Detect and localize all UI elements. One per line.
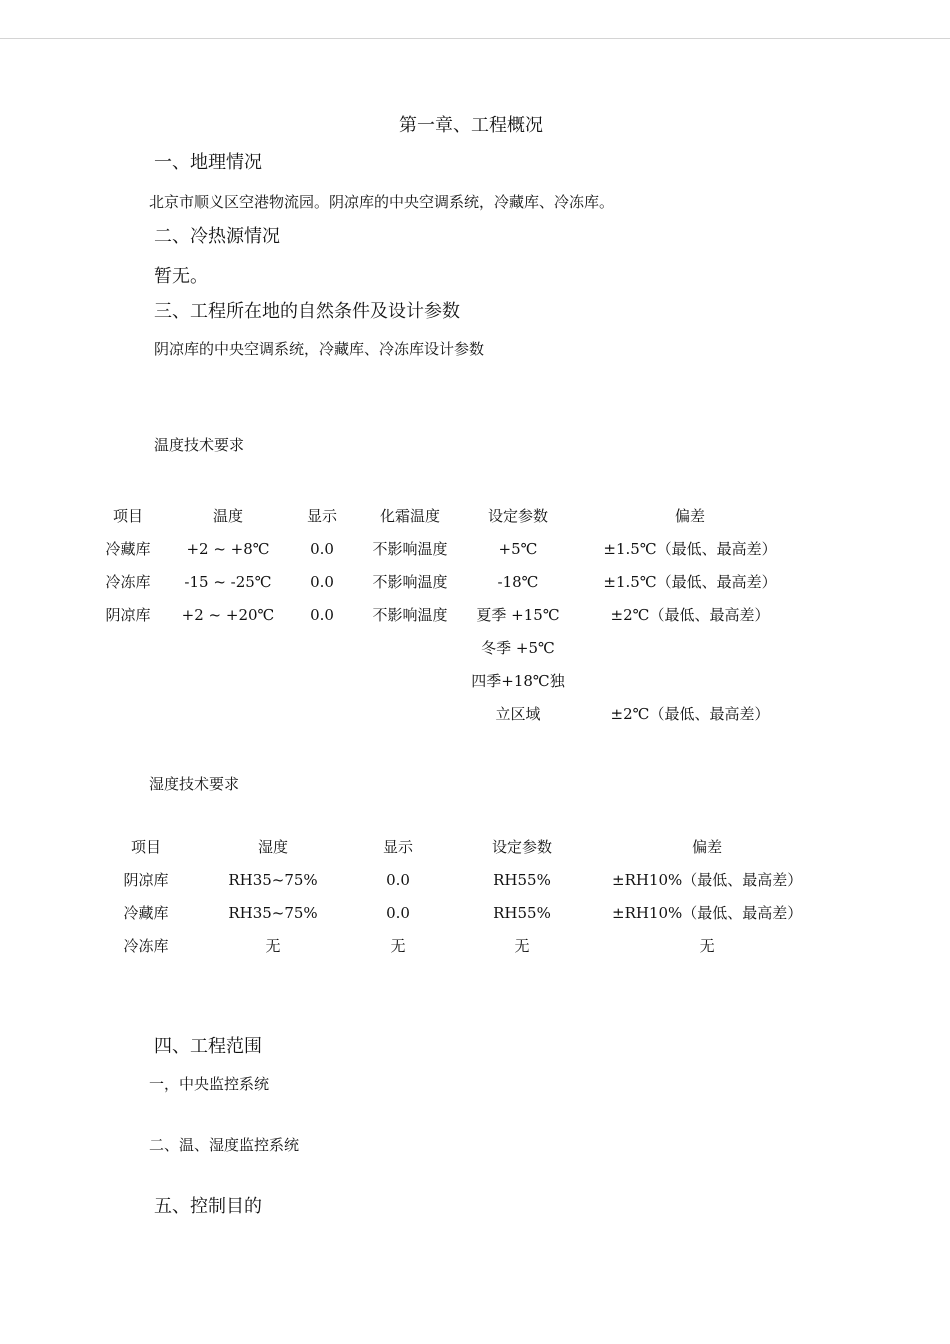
table-cell: 0.0 bbox=[310, 573, 334, 591]
table-cell: 夏季 +15℃ bbox=[476, 606, 560, 624]
scope-item-temp-humidity-monitoring: 二、温、湿度监控系统 bbox=[149, 1136, 300, 1154]
table-cell: 无 bbox=[514, 937, 530, 955]
table-cell bbox=[352, 698, 468, 731]
section-conditions-heading: 三、工程所在地的自然条件及设计参数 bbox=[154, 301, 460, 322]
header-cell: 温度 bbox=[212, 507, 243, 525]
temperature-table bbox=[92, 500, 812, 731]
table-row bbox=[92, 665, 812, 698]
table-cell bbox=[292, 665, 352, 698]
table-cell: 不影响温度 bbox=[372, 606, 448, 624]
table-cell: 不影响温度 bbox=[372, 540, 448, 558]
table-cell bbox=[92, 632, 164, 665]
header-cell: 设定参数 bbox=[487, 507, 548, 525]
table-cell: RH55% bbox=[493, 871, 551, 889]
table-cell: 无 bbox=[265, 937, 281, 955]
header-cell: 湿度 bbox=[257, 838, 288, 856]
table-row bbox=[92, 566, 812, 599]
table-cell bbox=[92, 665, 164, 698]
table-cell bbox=[92, 698, 164, 731]
table-cell: 0.0 bbox=[386, 904, 410, 922]
table-cell: RH55% bbox=[493, 904, 551, 922]
header-cell: 显示 bbox=[306, 507, 337, 525]
table-row bbox=[92, 599, 812, 632]
table-cell: ±1.5℃（最低、最高差） bbox=[603, 540, 777, 558]
table-cell bbox=[568, 665, 812, 698]
table-cell bbox=[164, 632, 292, 665]
table-cell: RH35~75% bbox=[228, 871, 318, 889]
table-cell: 立区域 bbox=[495, 705, 541, 723]
table-cell: 冷冻库 bbox=[105, 573, 151, 591]
table-cell: 0.0 bbox=[310, 606, 334, 624]
table-cell: +5℃ bbox=[498, 540, 538, 558]
table-cell: 0.0 bbox=[310, 540, 334, 558]
table-cell: 四季+18℃独 bbox=[471, 672, 565, 690]
section-geography-heading: 一、地理情况 bbox=[154, 152, 262, 173]
table-cell: -15 ~ -25℃ bbox=[184, 573, 272, 591]
header-cell: 偏差 bbox=[692, 838, 723, 856]
chapter-title: 第一章、工程概况 bbox=[399, 115, 543, 136]
table-cell bbox=[352, 665, 468, 698]
table-cell: ±2℃（最低、最高差） bbox=[610, 705, 770, 723]
table-cell: RH35~75% bbox=[228, 904, 318, 922]
table-cell: +2 ~ +20℃ bbox=[181, 606, 275, 624]
table-cell bbox=[292, 632, 352, 665]
table-cell bbox=[292, 698, 352, 731]
table-cell bbox=[352, 632, 468, 665]
section-heat-source-heading: 二、冷热源情况 bbox=[154, 226, 280, 247]
table-row bbox=[110, 897, 802, 930]
table-cell bbox=[568, 632, 812, 665]
table-cell: +2 ~ +8℃ bbox=[186, 540, 270, 558]
table-cell: 不影响温度 bbox=[372, 573, 448, 591]
table-cell: 冷冻库 bbox=[123, 937, 169, 955]
section-control-purpose-heading: 五、控制目的 bbox=[154, 1196, 262, 1217]
table-row bbox=[92, 533, 812, 566]
table-cell: 冷藏库 bbox=[123, 904, 169, 922]
table-cell: 无 bbox=[699, 937, 715, 955]
table-cell bbox=[164, 665, 292, 698]
table-row bbox=[110, 930, 802, 963]
table-cell: -18℃ bbox=[497, 573, 539, 591]
table-cell: ±RH10%（最低、最高差） bbox=[612, 904, 803, 922]
header-cell: 化霜温度 bbox=[379, 507, 440, 525]
humidity-table bbox=[110, 831, 802, 963]
page-top-rule bbox=[0, 38, 950, 39]
table-row bbox=[92, 698, 812, 731]
table-cell: ±1.5℃（最低、最高差） bbox=[603, 573, 777, 591]
table-cell bbox=[164, 698, 292, 731]
table-cell: 阴凉库 bbox=[105, 606, 151, 624]
header-cell: 设定参数 bbox=[491, 838, 552, 856]
table-cell: 冷藏库 bbox=[105, 540, 151, 558]
table-row bbox=[110, 864, 802, 897]
header-cell: 显示 bbox=[382, 838, 413, 856]
table-cell: 冬季 +5℃ bbox=[481, 639, 555, 657]
section-conditions-text: 阴凉库的中央空调系统，冷藏库、冷冻库设计参数 bbox=[154, 340, 485, 358]
table-cell: ±RH10%（最低、最高差） bbox=[612, 871, 803, 889]
table-header-row bbox=[110, 831, 802, 864]
header-cell: 项目 bbox=[112, 507, 143, 525]
table-cell: 阴凉库 bbox=[123, 871, 169, 889]
temperature-caption: 温度技术要求 bbox=[154, 436, 245, 454]
section-geography-text: 北京市顺义区空港物流园。阴凉库的中央空调系统，冷藏库、冷冻库。 bbox=[149, 193, 615, 211]
table-cell: 0.0 bbox=[386, 871, 410, 889]
section-scope-heading: 四、工程范围 bbox=[154, 1036, 262, 1057]
header-cell: 偏差 bbox=[674, 507, 705, 525]
table-row bbox=[92, 632, 812, 665]
table-header-row bbox=[92, 500, 812, 533]
table-cell: 无 bbox=[390, 937, 406, 955]
scope-item-central-monitoring: 一，中央监控系统 bbox=[149, 1075, 270, 1093]
section-heat-source-text: 暂无。 bbox=[154, 266, 208, 287]
humidity-caption: 湿度技术要求 bbox=[149, 775, 240, 793]
header-cell: 项目 bbox=[130, 838, 161, 856]
table-cell: ±2℃（最低、最高差） bbox=[610, 606, 770, 624]
